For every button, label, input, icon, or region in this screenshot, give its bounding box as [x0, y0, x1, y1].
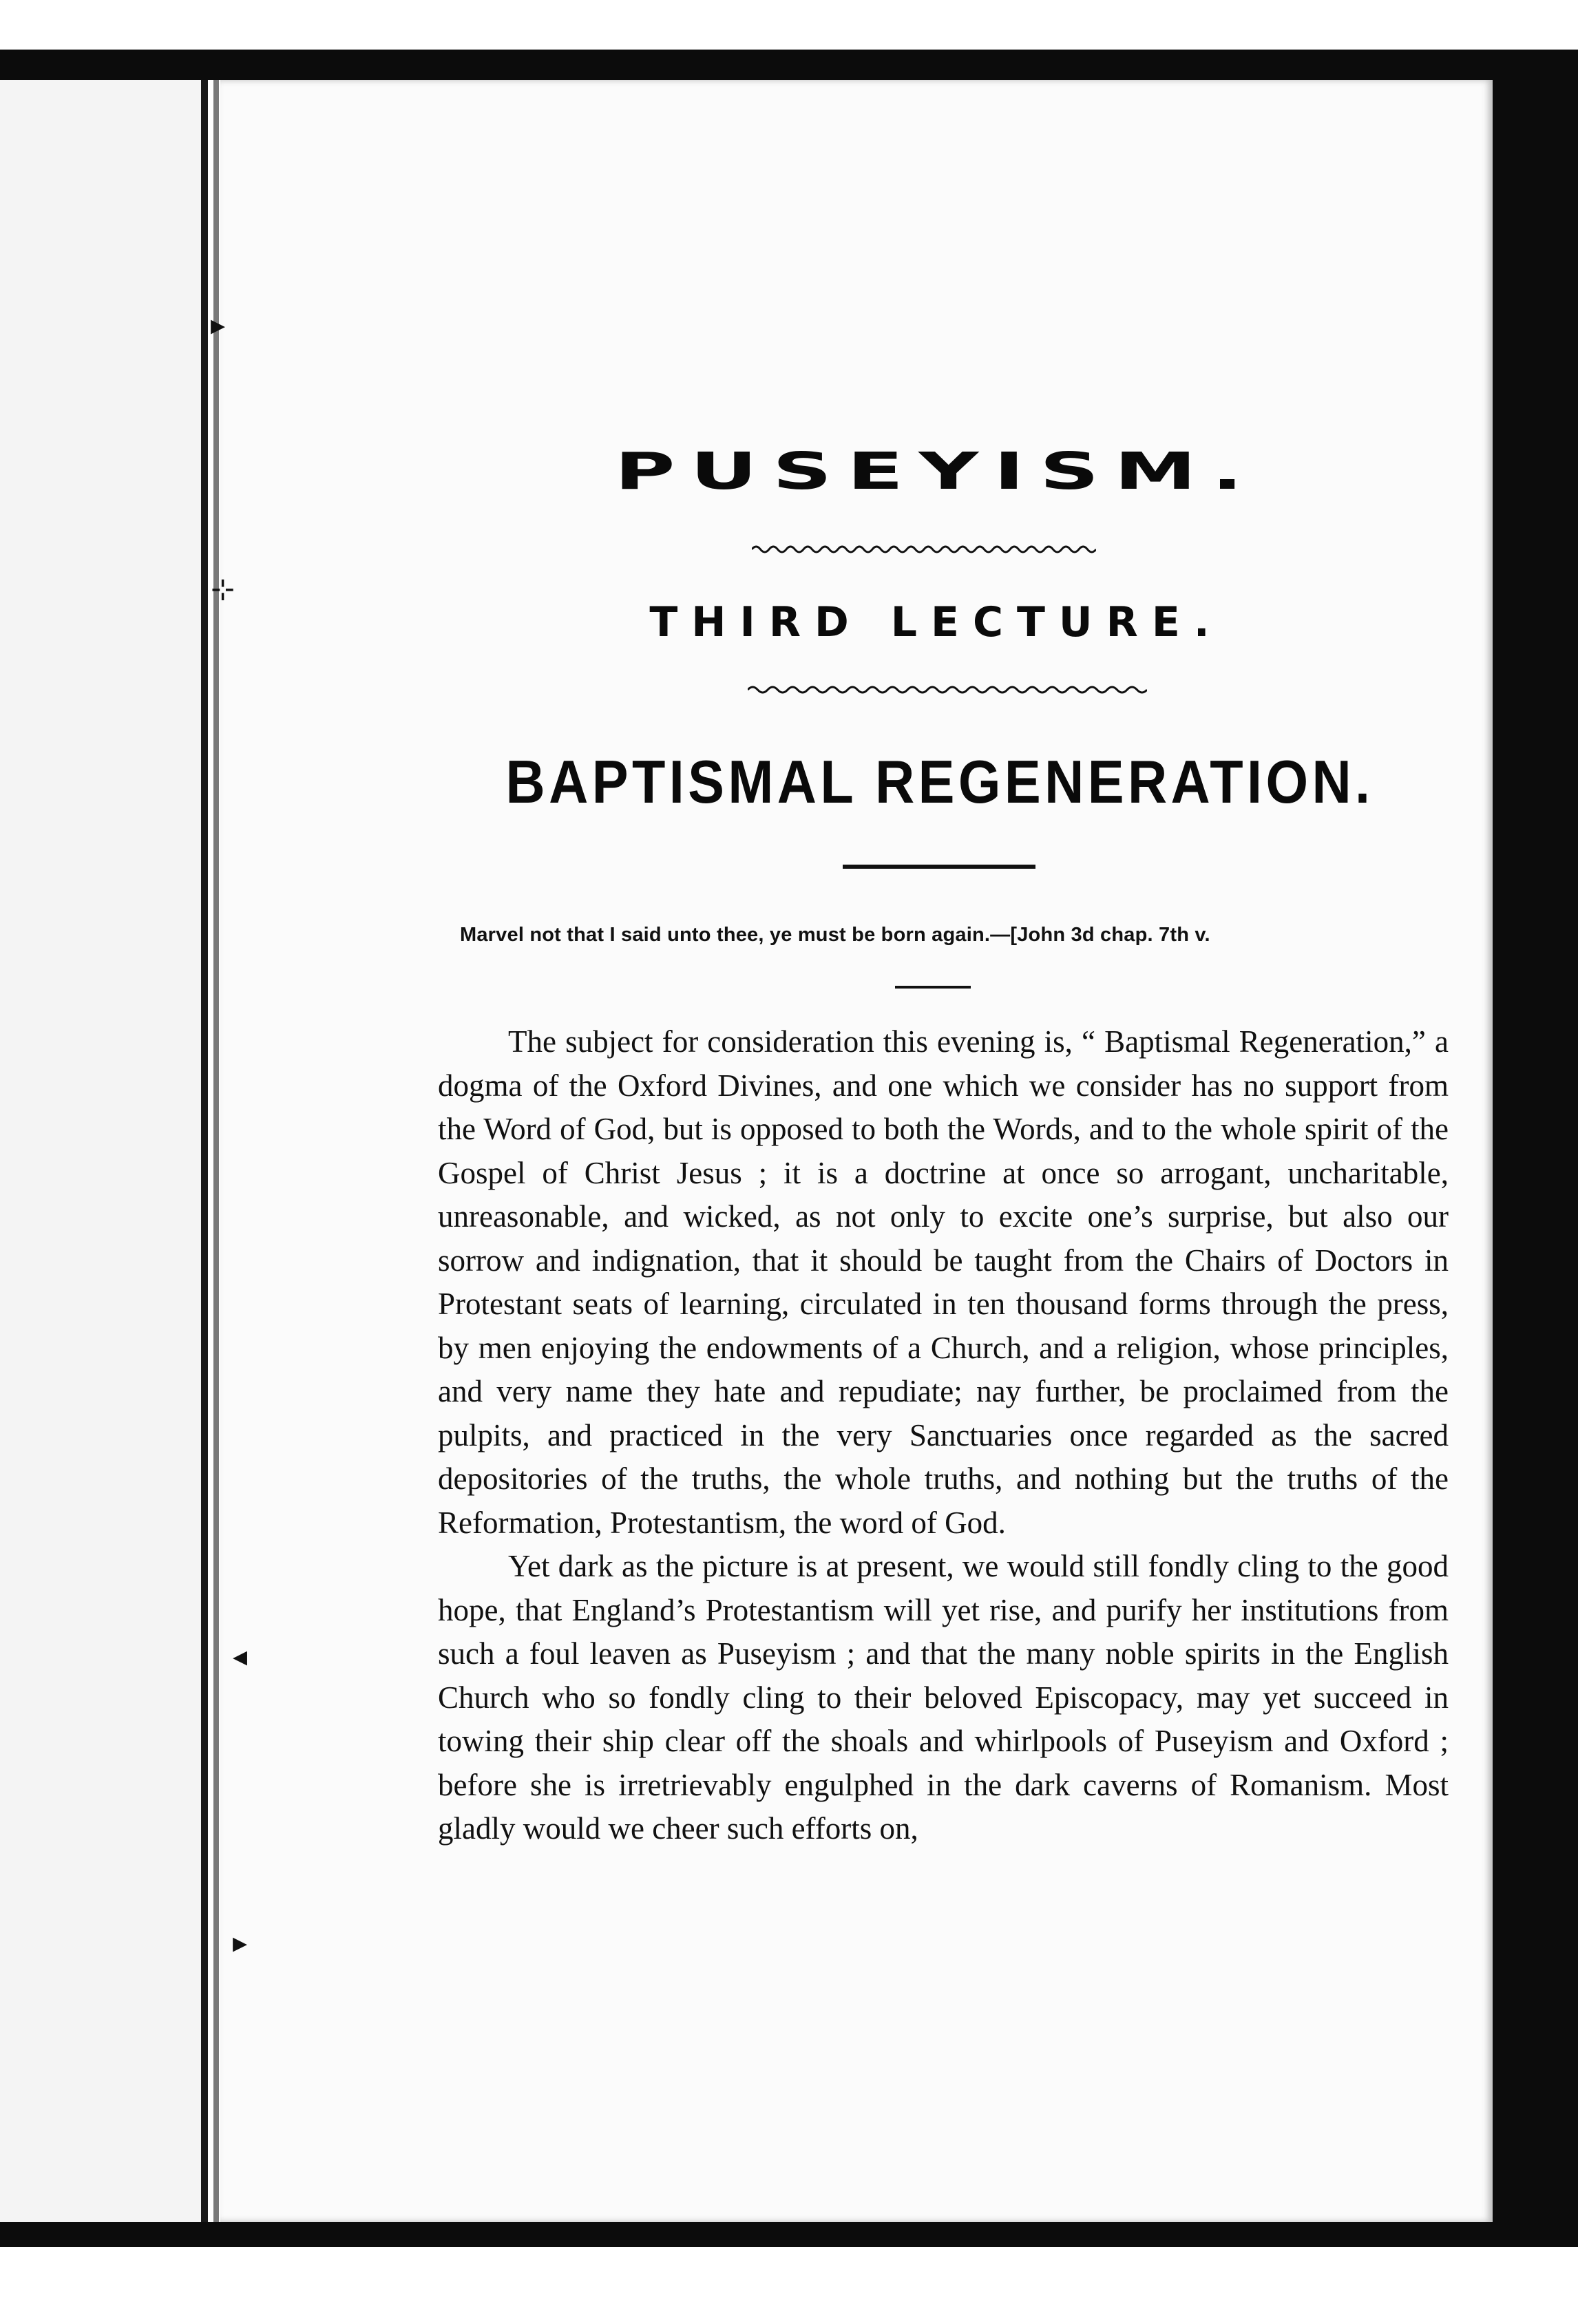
- paragraph: Yet dark as the picture is at present, we would still fondly cling to the good hope, that England’s Protestantism will yet rise, and purify her institutions from such a foul leaven as Puseyism ; and that the many noble spirits in the English Church who so fondly cling to their beloved Episcopacy, may yet succeed in towing their ship clear off the shoals and whirlpools of Puseyism and Oxford ; before she is irretrievably engulphed in the dark caverns of Romanism. Most gladly would we cheer such efforts on,: [438, 1549, 1449, 1846]
- page-gutter: [213, 80, 219, 2222]
- lecture-title: THIRD LECTURE.: [649, 598, 1223, 646]
- epigraph: Marvel not that I said unto thee, ye must be born again.—[John 3d chap. 7th v.: [460, 924, 1210, 946]
- binding-mark-icon: ⊹: [211, 574, 235, 606]
- epigraph-rule: [895, 986, 971, 989]
- binding-mark-icon: ▸: [211, 310, 226, 341]
- subject-title: BAPTISMAL REGENERATION.: [505, 748, 1374, 816]
- binding-mark-icon: ◂: [233, 1641, 248, 1673]
- main-title: PUSEYISM.: [614, 441, 1259, 501]
- scan-frame-top: [0, 50, 1578, 80]
- scan-frame-right: [1493, 50, 1578, 2247]
- scan-frame-bottom: [0, 2222, 1578, 2247]
- title-rule: [843, 865, 1035, 869]
- wavy-divider-top: [752, 542, 1096, 556]
- wavy-divider-bottom: [748, 683, 1147, 697]
- body-text: [438, 1020, 1449, 1851]
- binding-mark-icon: ▸: [233, 1927, 248, 1959]
- facing-page-edge: [0, 80, 208, 2222]
- paragraph: The subject for consideration this evening is, “ Baptismal Regeneration,” a dogma of the Oxford Divines, and one which we consider has no support from the Word of God, but is opposed to both the Words, and to the whole spirit of the Gospel of Christ Jesus ; it is a doctrine at once so arrogant, uncharitable, unreasonable, and wicked, as not only to excite one’s surprise, but also our sorrow and indignation, that it should be taught from the Chairs of Doctors in Protestant seats of learning, circulated in ten thousand forms through the press, by men enjoying the endowments of a Church, and a religion, whose principles, and very name they hate and repudiate; nay further, be proclaimed from the pulpits, and practiced in the very Sanctuaries once regarded as the sacred depositories of the truths, the whole truths, and nothing but the truths of the Reformation, Protestantism, the word of God.: [438, 1024, 1449, 1540]
